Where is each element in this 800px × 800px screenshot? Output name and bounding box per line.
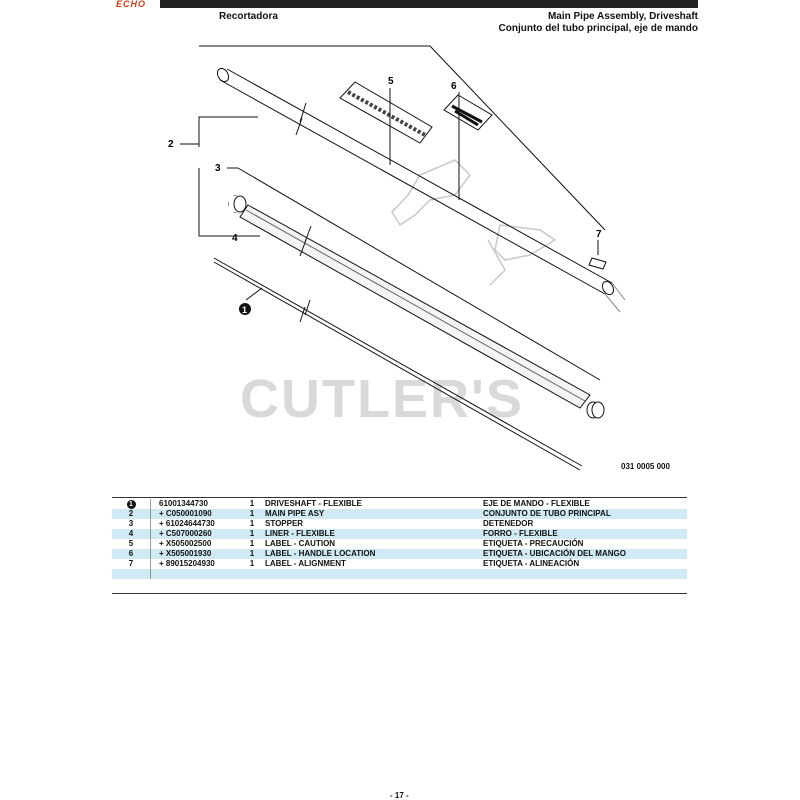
description-es-cell: DETENEDOR: [483, 519, 534, 528]
figure-number: 031 0005 000: [621, 462, 670, 471]
callout-4: 4: [232, 233, 238, 244]
section-label: Recortadora: [219, 11, 278, 22]
part-number-cell: + C507000260: [151, 529, 242, 539]
description-en-cell: MAIN PIPE ASY: [263, 509, 481, 519]
quantity-cell: 1: [249, 519, 255, 528]
part-number-cell: + C050001090: [151, 509, 242, 519]
description-es-cell: EJE DE MANDO - FLEXIBLE: [483, 499, 590, 508]
part-number-cell: 61001344730: [151, 499, 242, 509]
part-number-cell: + 61024644730: [151, 519, 242, 529]
table-row: [112, 499, 687, 509]
ref-cell: 5: [128, 539, 134, 548]
quantity-cell: 1: [241, 529, 263, 539]
page-number: - 17 -: [390, 791, 409, 800]
table-row: [112, 519, 687, 529]
description-en-cell: LABEL - HANDLE LOCATION: [263, 549, 481, 559]
ref-bullet: 1: [127, 500, 136, 509]
table-top-rule: [112, 497, 687, 498]
ref-cell: 7: [128, 559, 134, 568]
parts-table: [112, 499, 687, 579]
title-spanish: Conjunto del tubo principal, eje de mando: [498, 23, 698, 34]
ref-cell: [112, 499, 151, 509]
description-en-cell: LINER - FLEXIBLE: [263, 529, 481, 539]
description-es-cell: ETIQUETA - ALINEACIÓN: [483, 559, 580, 568]
table-row: [112, 549, 687, 559]
quantity-cell: 1: [249, 539, 255, 548]
description-en-cell: LABEL - ALIGNMENT: [265, 559, 346, 568]
description-en-cell: STOPPER: [265, 519, 304, 528]
callout-7: 7: [596, 229, 602, 240]
ref-cell: 4: [112, 529, 151, 539]
callout-1: 1: [242, 305, 248, 315]
part-number-cell: + X505002500: [151, 539, 242, 549]
table-row: [112, 529, 687, 539]
quantity-cell: 1: [241, 549, 263, 559]
caution-label: [340, 82, 432, 143]
ref-cell: 2: [112, 509, 151, 519]
handle-ghost: [392, 160, 555, 285]
table-row: [112, 559, 687, 569]
part-number-cell: + X505001930: [151, 549, 242, 559]
callout-2: 2: [168, 139, 174, 150]
quantity-cell: 1: [249, 559, 255, 568]
description-en-cell: DRIVESHAFT - FLEXIBLE: [265, 499, 362, 508]
callout-6: 6: [451, 81, 457, 92]
callout-3: 3: [215, 163, 221, 174]
description-es-cell: FORRO - FLEXIBLE: [481, 529, 687, 539]
description-en-cell: LABEL - CAUTION: [265, 539, 336, 548]
ref-cell: 6: [112, 549, 151, 559]
quantity-cell: 1: [249, 499, 255, 508]
table-row-empty: [112, 569, 687, 579]
quantity-cell: 1: [241, 509, 263, 519]
ref-cell: 3: [128, 519, 134, 528]
alignment-label: [589, 258, 606, 269]
table-row: [112, 539, 687, 549]
callout-5: 5: [388, 76, 394, 87]
description-es-cell: ETIQUETA - PRECAUCIÓN: [483, 539, 584, 548]
part-number-cell: + 89015204930: [151, 559, 242, 569]
title-english: Main Pipe Assembly, Driveshaft: [547, 11, 698, 22]
watermark: CUTLER'S: [240, 369, 524, 429]
table-row: [112, 509, 687, 519]
handle-location-label: [444, 95, 492, 130]
table-bottom-rule: [112, 593, 687, 594]
brand-logo-text: ECHO: [116, 0, 147, 9]
description-es-cell: CONJUNTO DE TUBO PRINCIPAL: [481, 509, 687, 519]
description-es-cell: ETIQUETA - UBICACIÓN DEL MANGO: [481, 549, 687, 559]
